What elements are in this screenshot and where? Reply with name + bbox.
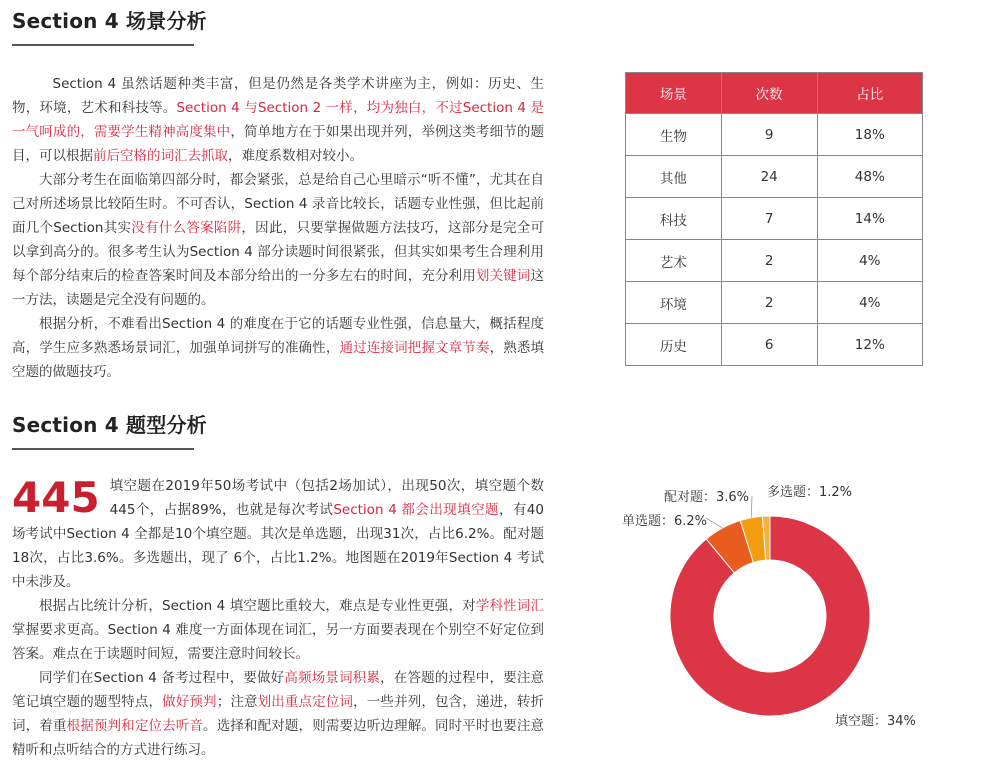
highlight-text: 没有什么答案陷阱 bbox=[131, 220, 242, 236]
highlight-text: 划关键词 bbox=[475, 268, 531, 284]
section2-paragraph-2 bbox=[12, 594, 544, 666]
leader-line bbox=[751, 496, 752, 518]
body-text: 根据占比统计分析，Section 4 填空题比重较大，难点是专业性更强，对 bbox=[39, 598, 476, 614]
table-cell: 科技 bbox=[626, 198, 722, 240]
body-text: 根据分析，不难看出Section 4 的难度在于它的话题专业性强，信息量大，概括程度高，学生应多熟悉场景词汇，加强单词拼写的准确性， bbox=[12, 316, 544, 356]
section2-underline bbox=[12, 448, 194, 450]
table-cell: 12% bbox=[817, 324, 922, 366]
body-text: ，熟悉填空题的做题技巧。 bbox=[12, 340, 545, 380]
table-cell: 4% bbox=[817, 282, 922, 324]
table-row bbox=[626, 240, 923, 282]
highlight-text: 前后空格的词汇去抓取 bbox=[93, 148, 228, 164]
table-header-row bbox=[626, 73, 923, 114]
highlight-text: Section 4 都会出现填空题 bbox=[333, 502, 499, 518]
body-text: ；注意 bbox=[216, 694, 258, 710]
body-text: ，有40场考试中Section 4 全都是10个填空题。其次是单选题，出现31次，占比6.2%。配对题18次，占比3.6%。多选题出，现了 6个，占比1.2%。地图题在2019年Section 4 考试中未涉及。 bbox=[12, 502, 544, 590]
section2-body bbox=[12, 474, 544, 762]
section2-title: Section 4 题型分析 bbox=[12, 413, 207, 437]
table-cell: 其他 bbox=[626, 156, 722, 198]
donut-slice-label: 多选题：1.2% bbox=[767, 485, 853, 500]
body-text: ，难度系数相对较小。 bbox=[228, 148, 363, 164]
table-header-count: 次数 bbox=[721, 73, 817, 114]
body-text: Section 4 虽然话题种类丰富，但是仍然是各类学术讲座为主，例如：历史、生物，环境，艺术和科技等。 bbox=[12, 76, 544, 116]
table-cell: 艺术 bbox=[626, 240, 722, 282]
table-cell: 18% bbox=[817, 114, 922, 156]
body-text: 。选择和配对题，则需要边听边理解。同时平时也要注意精听和点听结合的方式进行练习。 bbox=[12, 718, 545, 758]
table-cell: 14% bbox=[817, 198, 922, 240]
section1-body bbox=[12, 72, 544, 384]
highlight-text: 划出重点定位词 bbox=[257, 694, 354, 710]
table-cell: 4% bbox=[817, 240, 922, 282]
section1-paragraph-2 bbox=[12, 168, 544, 312]
donut-slice-label: 填空题：34% bbox=[835, 714, 916, 729]
table-cell: 生物 bbox=[626, 114, 722, 156]
table-cell: 7 bbox=[721, 198, 817, 240]
body-text: ，一些并列，包含，递进，转折词，着重 bbox=[12, 694, 545, 734]
table-row bbox=[626, 114, 923, 156]
section1-paragraph-1 bbox=[12, 72, 544, 168]
section1-title: Section 4 场景分析 bbox=[12, 9, 207, 33]
table-header-ratio: 占比 bbox=[817, 73, 922, 114]
table-cell: 环境 bbox=[626, 282, 722, 324]
highlight-text: Section 4 与Section 2 一样，均为独白，不过Section 4 是一气呵成的，需要学生精神高度集中 bbox=[12, 100, 544, 140]
donut-slice-label: 单选题：6.2% bbox=[622, 514, 708, 529]
table-row bbox=[626, 198, 923, 240]
highlight-text: 通过连接词把握文章节奏 bbox=[339, 340, 490, 356]
body-text: ，在答题的过程中，要注意笔记填空题的题型特点， bbox=[12, 670, 544, 710]
body-text: 填空题在2019年50场考试中（包括2场加试），出现50次，填空题个数445个，占据89%，也就是每次考试 bbox=[109, 478, 544, 518]
table-row bbox=[626, 156, 923, 198]
table-cell: 6 bbox=[721, 324, 817, 366]
highlight-text: 学科性词汇 bbox=[475, 598, 544, 614]
table-cell: 9 bbox=[721, 114, 817, 156]
table-cell: 2 bbox=[721, 282, 817, 324]
body-text: ，因此，只要掌握做题方法技巧，这部分是完全可以拿到高分的。很多考生认为Section 4 部分读题时间很紧张，但其实如果考生合理利用每个部分结束后的检查答案时间及本部分给出的一分多左右的时间，充分利用 bbox=[12, 220, 545, 284]
table-cell: 48% bbox=[817, 156, 922, 198]
section1-underline bbox=[12, 44, 194, 46]
table-cell: 历史 bbox=[626, 324, 722, 366]
body-text: 掌握要求更高。Section 4 难度一方面体现在词汇，另一方面要表现在个别空不好定位到答案。难点在于读题时间短，需要注意时间较长。 bbox=[12, 622, 544, 662]
table-row bbox=[626, 282, 923, 324]
highlight-text: 做好预判 bbox=[162, 694, 217, 710]
highlight-text: 根据预判和定位去听音 bbox=[66, 718, 204, 734]
table-row bbox=[626, 324, 923, 366]
leader-line bbox=[706, 518, 722, 528]
body-text: ，简单地方在于如果出现并列，举例这类考细节的题目，可以根据 bbox=[12, 124, 545, 164]
big-number: 445 bbox=[12, 473, 100, 522]
section1-paragraph-3 bbox=[12, 312, 544, 384]
donut-slice-label: 配对题：3.6% bbox=[664, 490, 750, 505]
scene-stats-table bbox=[625, 72, 923, 366]
table-header-scene: 场景 bbox=[626, 73, 722, 114]
body-text: 同学们在Section 4 备考过程中，要做好 bbox=[39, 670, 285, 686]
table-cell: 2 bbox=[721, 240, 817, 282]
highlight-text: 高频场景词积累 bbox=[284, 670, 381, 686]
section2-paragraph-3 bbox=[12, 666, 544, 762]
body-text: 这一方法，读题是完全没有问题的。 bbox=[12, 268, 545, 308]
body-text: 大部分考生在面临第四部分时，都会紧张，总是给自己心里暗示“听不懂”，尤其在自己对所述场景比较陌生时。不可否认，Section 4 录音比较长，话题专业性强，但比起前面几个Section其实 bbox=[12, 172, 544, 236]
table-cell: 24 bbox=[721, 156, 817, 198]
